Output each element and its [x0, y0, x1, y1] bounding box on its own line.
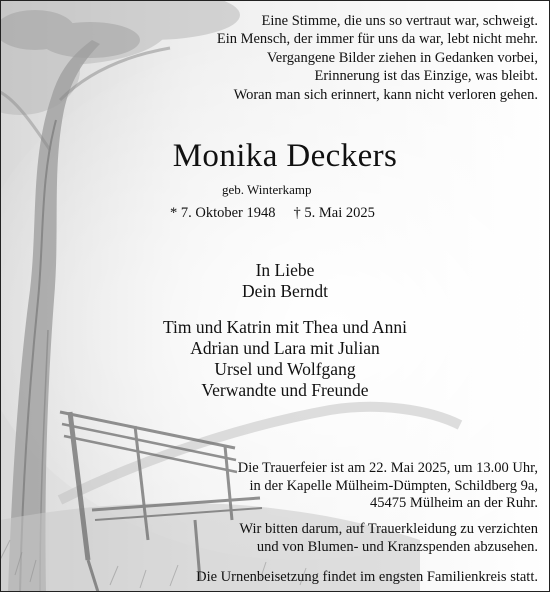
- mourner-line: Tim und Katrin mit Thea und Anni: [162, 317, 408, 337]
- life-dates: [170, 205, 375, 222]
- mourner-line: Dein Berndt: [241, 281, 329, 301]
- mourners-spouse: [0, 260, 550, 302]
- poem-line: Eine Stimme, die uns so vertraut war, schweigt.: [261, 13, 538, 29]
- mourner-line: Ursel und Wolfgang: [214, 359, 356, 379]
- burial-note: Die Urnenbeisetzung findet im engsten Familienkreis statt.: [196, 569, 538, 585]
- mourners-family: [0, 317, 550, 401]
- mourner-line: Adrian und Lara mit Julian: [190, 338, 380, 358]
- poem-line: Woran man sich erinnert, kann nicht verloren gehen.: [233, 86, 538, 103]
- funeral-line: Die Trauerfeier ist am 22. Mai 2025, um 13.00 Uhr,: [237, 460, 538, 476]
- mourner-line: Verwandte und Freunde: [201, 380, 369, 400]
- maiden-name: geb. Winterkamp: [222, 182, 312, 197]
- poem-line: Ein Mensch, der immer für uns da war, lebt nicht mehr.: [216, 31, 538, 48]
- birth-date: * 7. Oktober 1948: [170, 205, 276, 221]
- funeral-line: in der Kapelle Mülheim-Dümpten, Schildberg 9a,: [249, 477, 538, 494]
- funeral-line: 45475 Mülheim an der Ruhr.: [370, 495, 538, 511]
- deceased-name: Monika Deckers: [172, 138, 398, 174]
- mourning-request: [239, 521, 538, 556]
- poem-line: Vergangene Bilder ziehen in Gedanken vorbei,: [266, 49, 538, 66]
- death-date: † 5. Mai 2025: [293, 205, 375, 221]
- poem-line: Erinnerung ist das Einzige, was bleibt.: [314, 68, 538, 85]
- funeral-details: [238, 460, 538, 513]
- request-line: Wir bitten darum, auf Trauerkleidung zu verzichten: [239, 521, 538, 537]
- poem: [217, 12, 538, 104]
- request-line: und von Blumen- und Kranzspenden abzusehen.: [256, 538, 538, 555]
- mourner-line: In Liebe: [255, 260, 315, 280]
